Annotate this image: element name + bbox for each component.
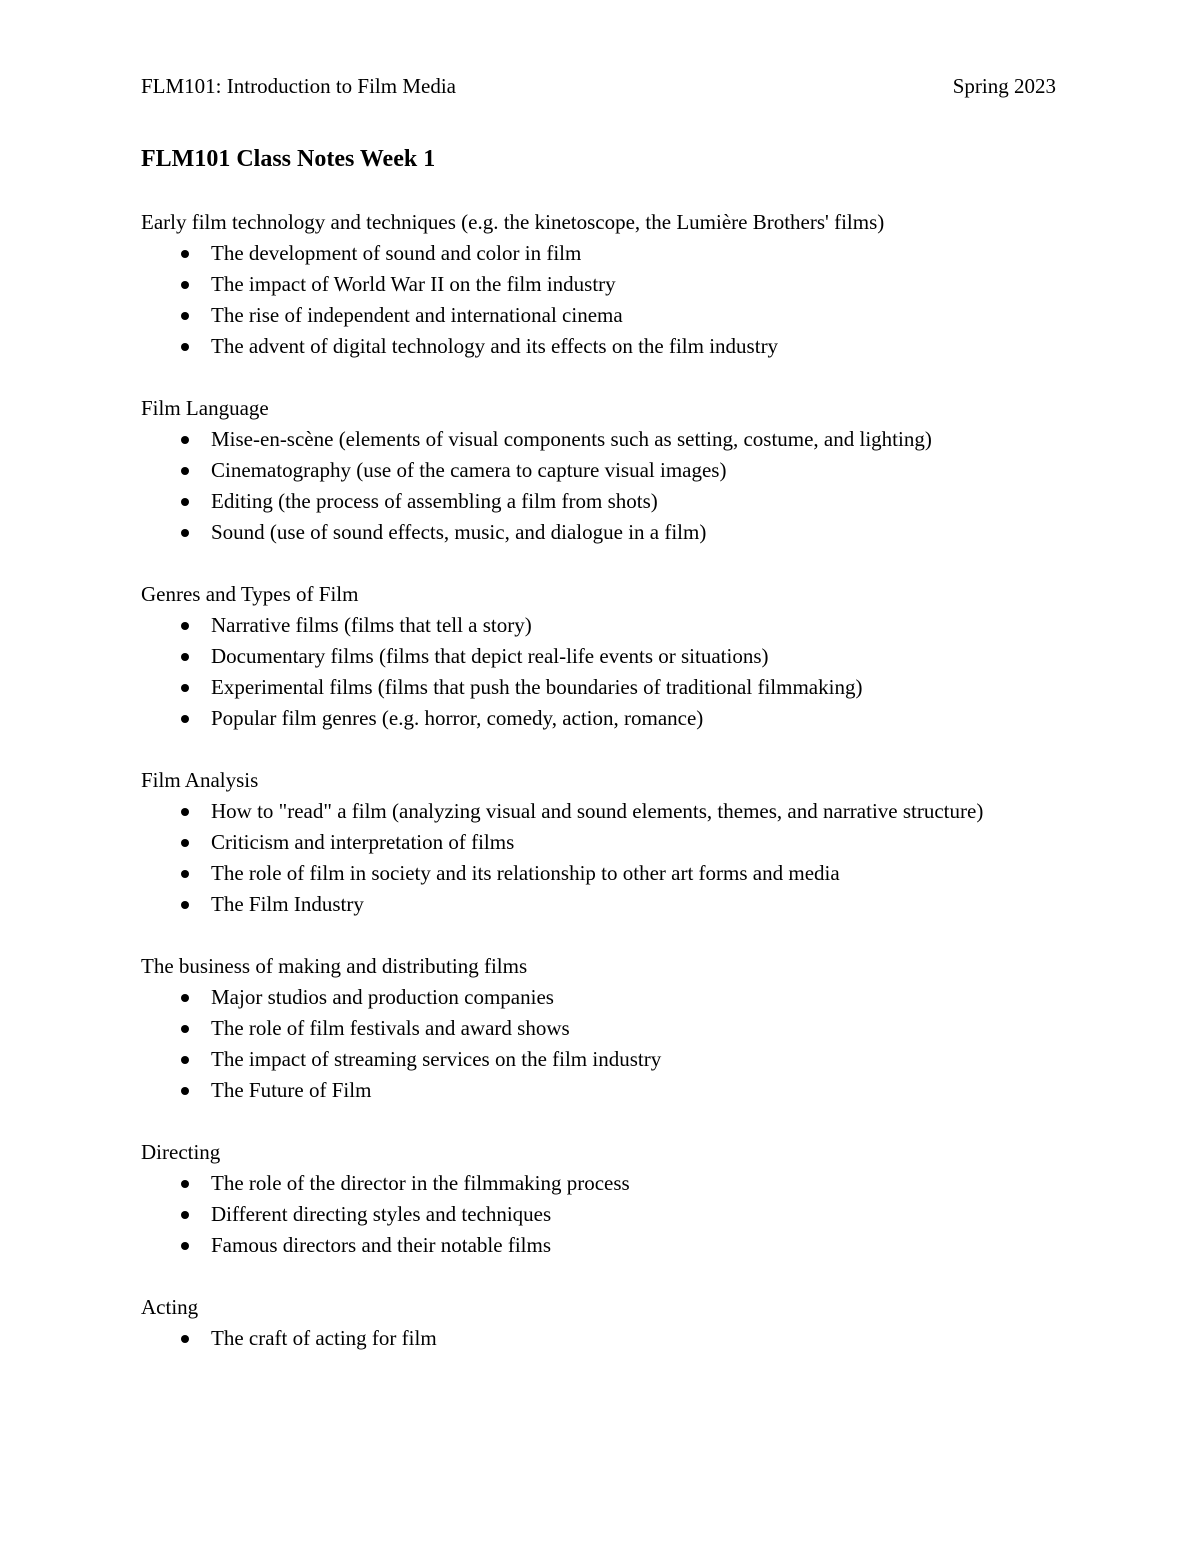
section-heading: Film Analysis: [141, 768, 259, 792]
list-item: [141, 1013, 1056, 1044]
list-item-text: The development of sound and color in film: [211, 241, 582, 265]
bullet-icon: [181, 498, 189, 506]
list-item-text: The role of film festivals and award shows: [211, 1016, 570, 1040]
bullet-icon: [181, 343, 189, 351]
bullet-icon: [181, 653, 189, 661]
bullet-icon: [181, 622, 189, 630]
list-item-text: The advent of digital technology and its effects on the film industry: [211, 334, 779, 358]
list-item-text: Experimental films (films that push the boundaries of traditional filmmaking): [211, 675, 863, 699]
notes-section: [141, 393, 1056, 548]
list-item-text: Major studios and production companies: [211, 985, 554, 1009]
bullet-icon: [181, 467, 189, 475]
section-heading: Early film technology and techniques (e.g. the kinetoscope, the Lumière Brothers' films): [141, 210, 885, 234]
list-item-text: The role of the director in the filmmaking process: [211, 1171, 630, 1195]
list-item: [141, 300, 1056, 331]
notes-section: [141, 765, 1056, 920]
term-label: Spring 2023: [952, 74, 1056, 98]
list-item: [141, 982, 1056, 1013]
bullet-icon: [181, 870, 189, 878]
bullet-list: [141, 1323, 1056, 1354]
bullet-list: [141, 238, 1056, 362]
bullet-icon: [181, 281, 189, 289]
list-item-text: Different directing styles and techniques: [211, 1202, 552, 1226]
bullet-icon: [181, 684, 189, 692]
bullet-icon: [181, 901, 189, 909]
list-item-text: Sound (use of sound effects, music, and dialogue in a film): [211, 520, 707, 544]
list-item-text: The Future of Film: [211, 1078, 372, 1102]
list-item-text: Documentary films (films that depict real-life events or situations): [211, 644, 769, 668]
list-item: [141, 1199, 1056, 1230]
list-item: [141, 269, 1056, 300]
bullet-icon: [181, 529, 189, 537]
list-item-text: The rise of independent and international cinema: [211, 303, 623, 327]
notes-section: [141, 1137, 1056, 1261]
list-item-text: Narrative films (films that tell a story): [211, 613, 532, 637]
bullet-icon: [181, 1242, 189, 1250]
list-item-text: How to "read" a film (analyzing visual and sound elements, themes, and narrative structure): [211, 799, 984, 823]
bullet-icon: [181, 808, 189, 816]
list-item: [141, 486, 1056, 517]
bullet-icon: [181, 1180, 189, 1188]
bullet-icon: [181, 312, 189, 320]
list-item: [141, 1323, 1056, 1354]
notes-body: [141, 207, 1056, 1385]
course-name: FLM101: Introduction to Film Media: [141, 74, 456, 98]
list-item: [141, 641, 1056, 672]
bullet-icon: [181, 1335, 189, 1343]
bullet-list: [141, 610, 1056, 734]
list-item-text: Cinematography (use of the camera to capture visual images): [211, 458, 727, 482]
running-header: [141, 72, 1056, 100]
list-item: [141, 1044, 1056, 1075]
bullet-list: [141, 796, 1056, 920]
section-heading: The business of making and distributing films: [141, 954, 528, 978]
bullet-icon: [181, 1056, 189, 1064]
list-item-text: Famous directors and their notable films: [211, 1233, 552, 1257]
list-item: [141, 238, 1056, 269]
list-item-text: Criticism and interpretation of films: [211, 830, 515, 854]
list-item: [141, 889, 1056, 920]
list-item-text: Editing (the process of assembling a film from shots): [211, 489, 658, 513]
list-item: [141, 331, 1056, 362]
bullet-icon: [181, 994, 189, 1002]
bullet-list: [141, 1168, 1056, 1261]
list-item-text: Mise-en-scène (elements of visual components such as setting, costume, and lighting): [211, 427, 932, 451]
section-heading: Genres and Types of Film: [141, 582, 359, 606]
list-item: [141, 424, 1056, 455]
section-heading: Directing: [141, 1140, 221, 1164]
list-item-text: Popular film genres (e.g. horror, comedy, action, romance): [211, 706, 704, 730]
notes-section: [141, 951, 1056, 1106]
list-item: [141, 610, 1056, 641]
list-item: [141, 455, 1056, 486]
notes-section: [141, 1292, 1056, 1354]
list-item-text: The impact of streaming services on the film industry: [211, 1047, 662, 1071]
bullet-icon: [181, 436, 189, 444]
list-item: [141, 703, 1056, 734]
list-item: [141, 1168, 1056, 1199]
bullet-icon: [181, 1087, 189, 1095]
list-item-text: The role of film in society and its relationship to other art forms and media: [211, 861, 840, 885]
list-item-text: The impact of World War II on the film industry: [211, 272, 616, 296]
bullet-icon: [181, 1211, 189, 1219]
bullet-list: [141, 424, 1056, 548]
list-item: [141, 827, 1056, 858]
list-item-text: The craft of acting for film: [211, 1326, 437, 1350]
list-item-text: The Film Industry: [211, 892, 364, 916]
list-item: [141, 517, 1056, 548]
bullet-icon: [181, 250, 189, 258]
notes-section: [141, 579, 1056, 734]
list-item: [141, 1075, 1056, 1106]
page-title: FLM101 Class Notes Week 1: [141, 146, 436, 172]
list-item: [141, 858, 1056, 889]
bullet-icon: [181, 839, 189, 847]
section-heading: Film Language: [141, 396, 269, 420]
bullet-icon: [181, 715, 189, 723]
list-item: [141, 796, 1056, 827]
bullet-list: [141, 982, 1056, 1106]
list-item: [141, 672, 1056, 703]
section-heading: Acting: [141, 1295, 199, 1319]
bullet-icon: [181, 1025, 189, 1033]
list-item: [141, 1230, 1056, 1261]
notes-section: [141, 207, 1056, 362]
